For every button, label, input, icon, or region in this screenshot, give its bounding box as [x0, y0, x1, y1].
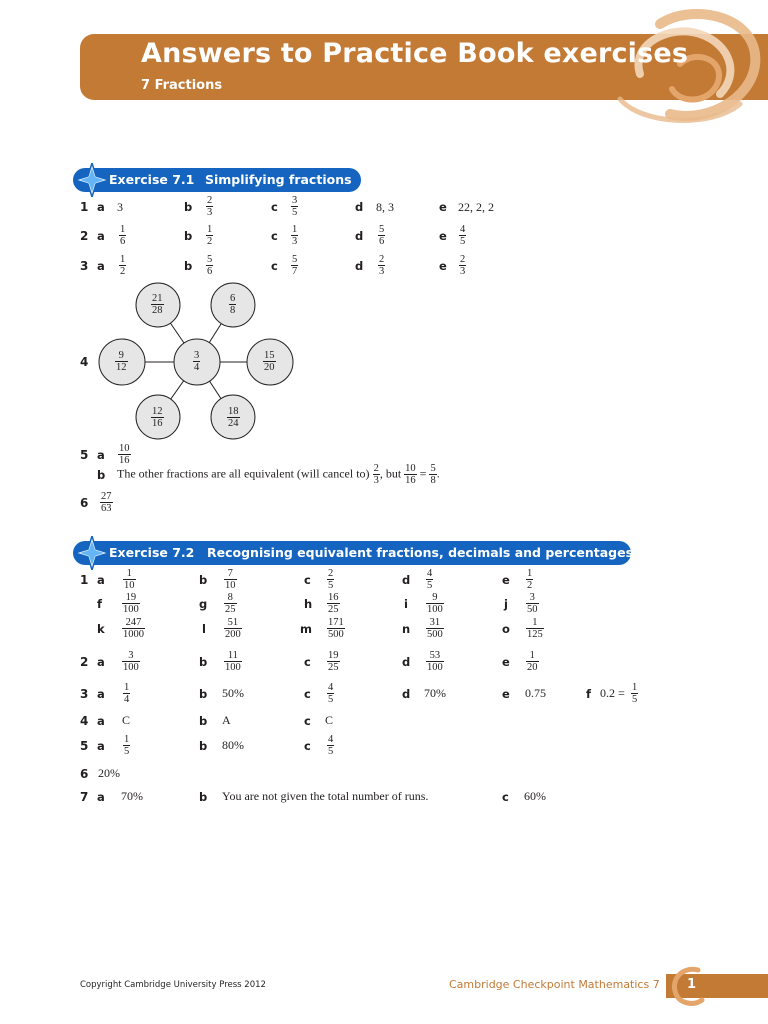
- part-letter: e: [502, 573, 510, 587]
- answer-fraction: $\frac{1}{3}$: [292, 224, 298, 247]
- answer-fraction: $\frac{1}{5}$: [124, 734, 130, 757]
- part-letter: d: [355, 200, 364, 214]
- question-number: 7: [80, 790, 89, 804]
- answer-fraction: $\frac{51}{200}$: [225, 617, 241, 640]
- book-title: Cambridge Checkpoint Mathematics 7: [449, 978, 660, 991]
- answer-fraction: $\frac{10}{16}$: [119, 443, 130, 466]
- question-number: 4: [80, 714, 89, 728]
- answer-fraction: $\frac{10}{16}$: [405, 463, 416, 486]
- part-letter: e: [502, 687, 510, 701]
- exercise-banner: [73, 168, 361, 192]
- part-letter: d: [402, 687, 411, 701]
- answer-text: A: [222, 713, 231, 727]
- part-letter: f: [586, 687, 592, 701]
- part-letter: d: [355, 259, 364, 273]
- answer-text: 0.75: [525, 686, 546, 700]
- star-icon: [75, 163, 109, 197]
- answer-fraction: $\frac{53}{100}$: [427, 650, 443, 673]
- answer-fraction: $\frac{1}{125}$: [527, 617, 543, 640]
- answer-text: 20%: [98, 766, 120, 780]
- question-number: 3: [80, 259, 89, 273]
- question-number: 5: [80, 448, 89, 462]
- diagram-fraction: $\frac{6}{8}$: [230, 293, 236, 316]
- part-letter: c: [271, 259, 278, 273]
- answer-text: 22, 2, 2: [458, 200, 494, 214]
- answer-text: 3: [117, 200, 123, 214]
- part-letter: a: [97, 687, 105, 701]
- answer-fraction: $\frac{4}{5}$: [328, 734, 334, 757]
- part-letter: e: [439, 200, 447, 214]
- diagram-fraction: $\frac{15}{20}$: [264, 350, 275, 373]
- answer-fraction: $\frac{2}{3}$: [379, 254, 385, 277]
- part-letter: a: [97, 200, 105, 214]
- part-letter: b: [199, 714, 208, 728]
- exercise-label: Exercise 7.2: [109, 545, 195, 560]
- part-letter: e: [502, 655, 510, 669]
- diagram-fraction: $\frac{9}{12}$: [116, 350, 127, 373]
- answer-fraction: $\frac{4}{5}$: [427, 568, 433, 591]
- answer-text: C: [325, 713, 334, 727]
- part-letter: a: [97, 448, 105, 462]
- answer-fraction: $\frac{1}{2}$: [120, 254, 126, 277]
- part-letter: g: [199, 597, 208, 611]
- answer-fraction: $\frac{2}{3}$: [207, 195, 213, 218]
- answer-fraction: $\frac{31}{500}$: [427, 617, 443, 640]
- part-letter: c: [304, 687, 311, 701]
- answer-fraction: $\frac{2}{5}$: [328, 568, 334, 591]
- part-letter: l: [202, 622, 206, 636]
- answer-fraction: $\frac{171}{500}$: [328, 617, 344, 640]
- part-letter: a: [97, 229, 105, 243]
- diagram-fraction: $\frac{18}{24}$: [228, 406, 239, 429]
- answer-fraction: $\frac{4}{5}$: [328, 682, 334, 705]
- answer-fraction: $\frac{2}{3}$: [373, 463, 379, 486]
- part-letter: a: [97, 739, 105, 753]
- part-letter: i: [404, 597, 408, 611]
- answer-fraction: $\frac{1}{2}$: [527, 568, 533, 591]
- part-letter: c: [304, 714, 311, 728]
- answer-fraction: $\frac{1}{6}$: [120, 224, 126, 247]
- part-letter: e: [439, 259, 447, 273]
- answer-fraction: $\frac{9}{100}$: [427, 592, 443, 615]
- diagram-fraction-center: $\frac{3}{4}$: [194, 350, 200, 373]
- answer-text: 60%: [524, 789, 546, 803]
- question-number: 2: [80, 655, 89, 669]
- answer-text: 50%: [222, 686, 244, 700]
- part-letter: c: [502, 790, 509, 804]
- answer-fraction: $\frac{3}{100}$: [123, 650, 139, 673]
- answer-fraction: $\frac{8}{25}$: [225, 592, 236, 615]
- part-letter: m: [300, 622, 312, 636]
- question-number: 1: [80, 573, 89, 587]
- part-letter: a: [97, 573, 105, 587]
- star-icon: [75, 536, 109, 570]
- answer-fraction: $\frac{5}{7}$: [292, 254, 298, 277]
- diagram-fraction: $\frac{21}{28}$: [152, 293, 163, 316]
- page-number: 1: [687, 977, 697, 992]
- copyright-text: Copyright Cambridge University Press 2012: [80, 980, 266, 990]
- part-letter: d: [402, 573, 411, 587]
- part-letter: o: [502, 622, 510, 636]
- question-number: 3: [80, 687, 89, 701]
- answer-fraction: $\frac{1}{5}$: [632, 682, 638, 705]
- part-letter: b: [199, 790, 208, 804]
- part-letter: j: [504, 597, 508, 611]
- answer-fraction: $\frac{5}{8}$: [430, 463, 436, 486]
- question-number: 5: [80, 739, 89, 753]
- answer-fraction: $\frac{11}{100}$: [225, 650, 241, 673]
- part-letter: a: [97, 714, 105, 728]
- question-number: 2: [80, 229, 89, 243]
- part-letter: b: [184, 200, 193, 214]
- answer-fraction: $\frac{3}{5}$: [292, 195, 298, 218]
- chapter-subtitle: 7 Fractions: [141, 78, 223, 93]
- answer-fraction: $\frac{1}{10}$: [124, 568, 135, 591]
- answer-text: 80%: [222, 738, 244, 752]
- exercise-title: Simplifying fractions: [205, 172, 352, 187]
- answer-fraction: $\frac{27}{63}$: [101, 491, 112, 514]
- part-letter: b: [199, 573, 208, 587]
- exercise-title: Recognising equivalent fractions, decimals and percentages: [207, 545, 634, 560]
- exercise-banner: [73, 541, 634, 565]
- part-letter: k: [97, 622, 105, 636]
- answer-fraction: $\frac{7}{10}$: [225, 568, 236, 591]
- answer-text: 70%: [424, 686, 446, 700]
- part-letter: b: [184, 229, 193, 243]
- part-letter: e: [439, 229, 447, 243]
- answer-fraction: $\frac{19}{25}$: [328, 650, 339, 673]
- answer-fraction: $\frac{19}{100}$: [123, 592, 139, 615]
- part-letter: h: [304, 597, 313, 611]
- answer-fraction: $\frac{16}{25}$: [328, 592, 339, 615]
- part-letter: a: [97, 790, 105, 804]
- diagram-fraction: $\frac{12}{16}$: [152, 406, 163, 429]
- answer-fraction: $\frac{5}{6}$: [379, 224, 385, 247]
- part-letter: n: [402, 622, 411, 636]
- answer-fraction: $\frac{3}{50}$: [527, 592, 538, 615]
- answer-text: 0.2 =: [600, 686, 625, 700]
- answer-fraction: $\frac{5}{6}$: [207, 254, 213, 277]
- part-letter: b: [97, 468, 106, 482]
- answer-fraction: $\frac{1}{20}$: [527, 650, 538, 673]
- answer-text: 8, 3: [376, 200, 394, 214]
- part-letter: d: [355, 229, 364, 243]
- answer-fraction: $\frac{1}{4}$: [124, 682, 130, 705]
- part-letter: d: [402, 655, 411, 669]
- part-letter: b: [199, 655, 208, 669]
- part-letter: c: [304, 739, 311, 753]
- part-letter: b: [199, 687, 208, 701]
- answer-text: C: [122, 713, 131, 727]
- part-letter: c: [304, 573, 311, 587]
- page-title: Answers to Practice Book exercises: [141, 38, 689, 69]
- answer-text: 70%: [121, 789, 143, 803]
- part-letter: a: [97, 655, 105, 669]
- exercise-label: Exercise 7.1: [109, 172, 195, 187]
- part-letter: c: [271, 229, 278, 243]
- part-letter: f: [97, 597, 103, 611]
- question-number: 6: [80, 496, 89, 510]
- part-letter: b: [184, 259, 193, 273]
- part-letter: c: [271, 200, 278, 214]
- part-letter: a: [97, 259, 105, 273]
- question-number: 1: [80, 200, 89, 214]
- answer-sentence: The other fractions are all equivalent (will cancel to) $\frac{2}{3}$ , but $\frac{10}{16}$ = $\frac{5}{8}$ .: [117, 463, 440, 486]
- answer-text: You are not given the total number of runs.: [222, 789, 429, 803]
- question-number: 4: [80, 355, 89, 369]
- part-letter: b: [199, 739, 208, 753]
- answer-fraction: $\frac{247}{1000}$: [123, 617, 144, 640]
- part-letter: c: [304, 655, 311, 669]
- answer-fraction: $\frac{2}{3}$: [460, 254, 466, 277]
- question-number: 6: [80, 767, 89, 781]
- answer-fraction: $\frac{4}{5}$: [460, 224, 466, 247]
- answer-fraction: $\frac{1}{2}$: [207, 224, 213, 247]
